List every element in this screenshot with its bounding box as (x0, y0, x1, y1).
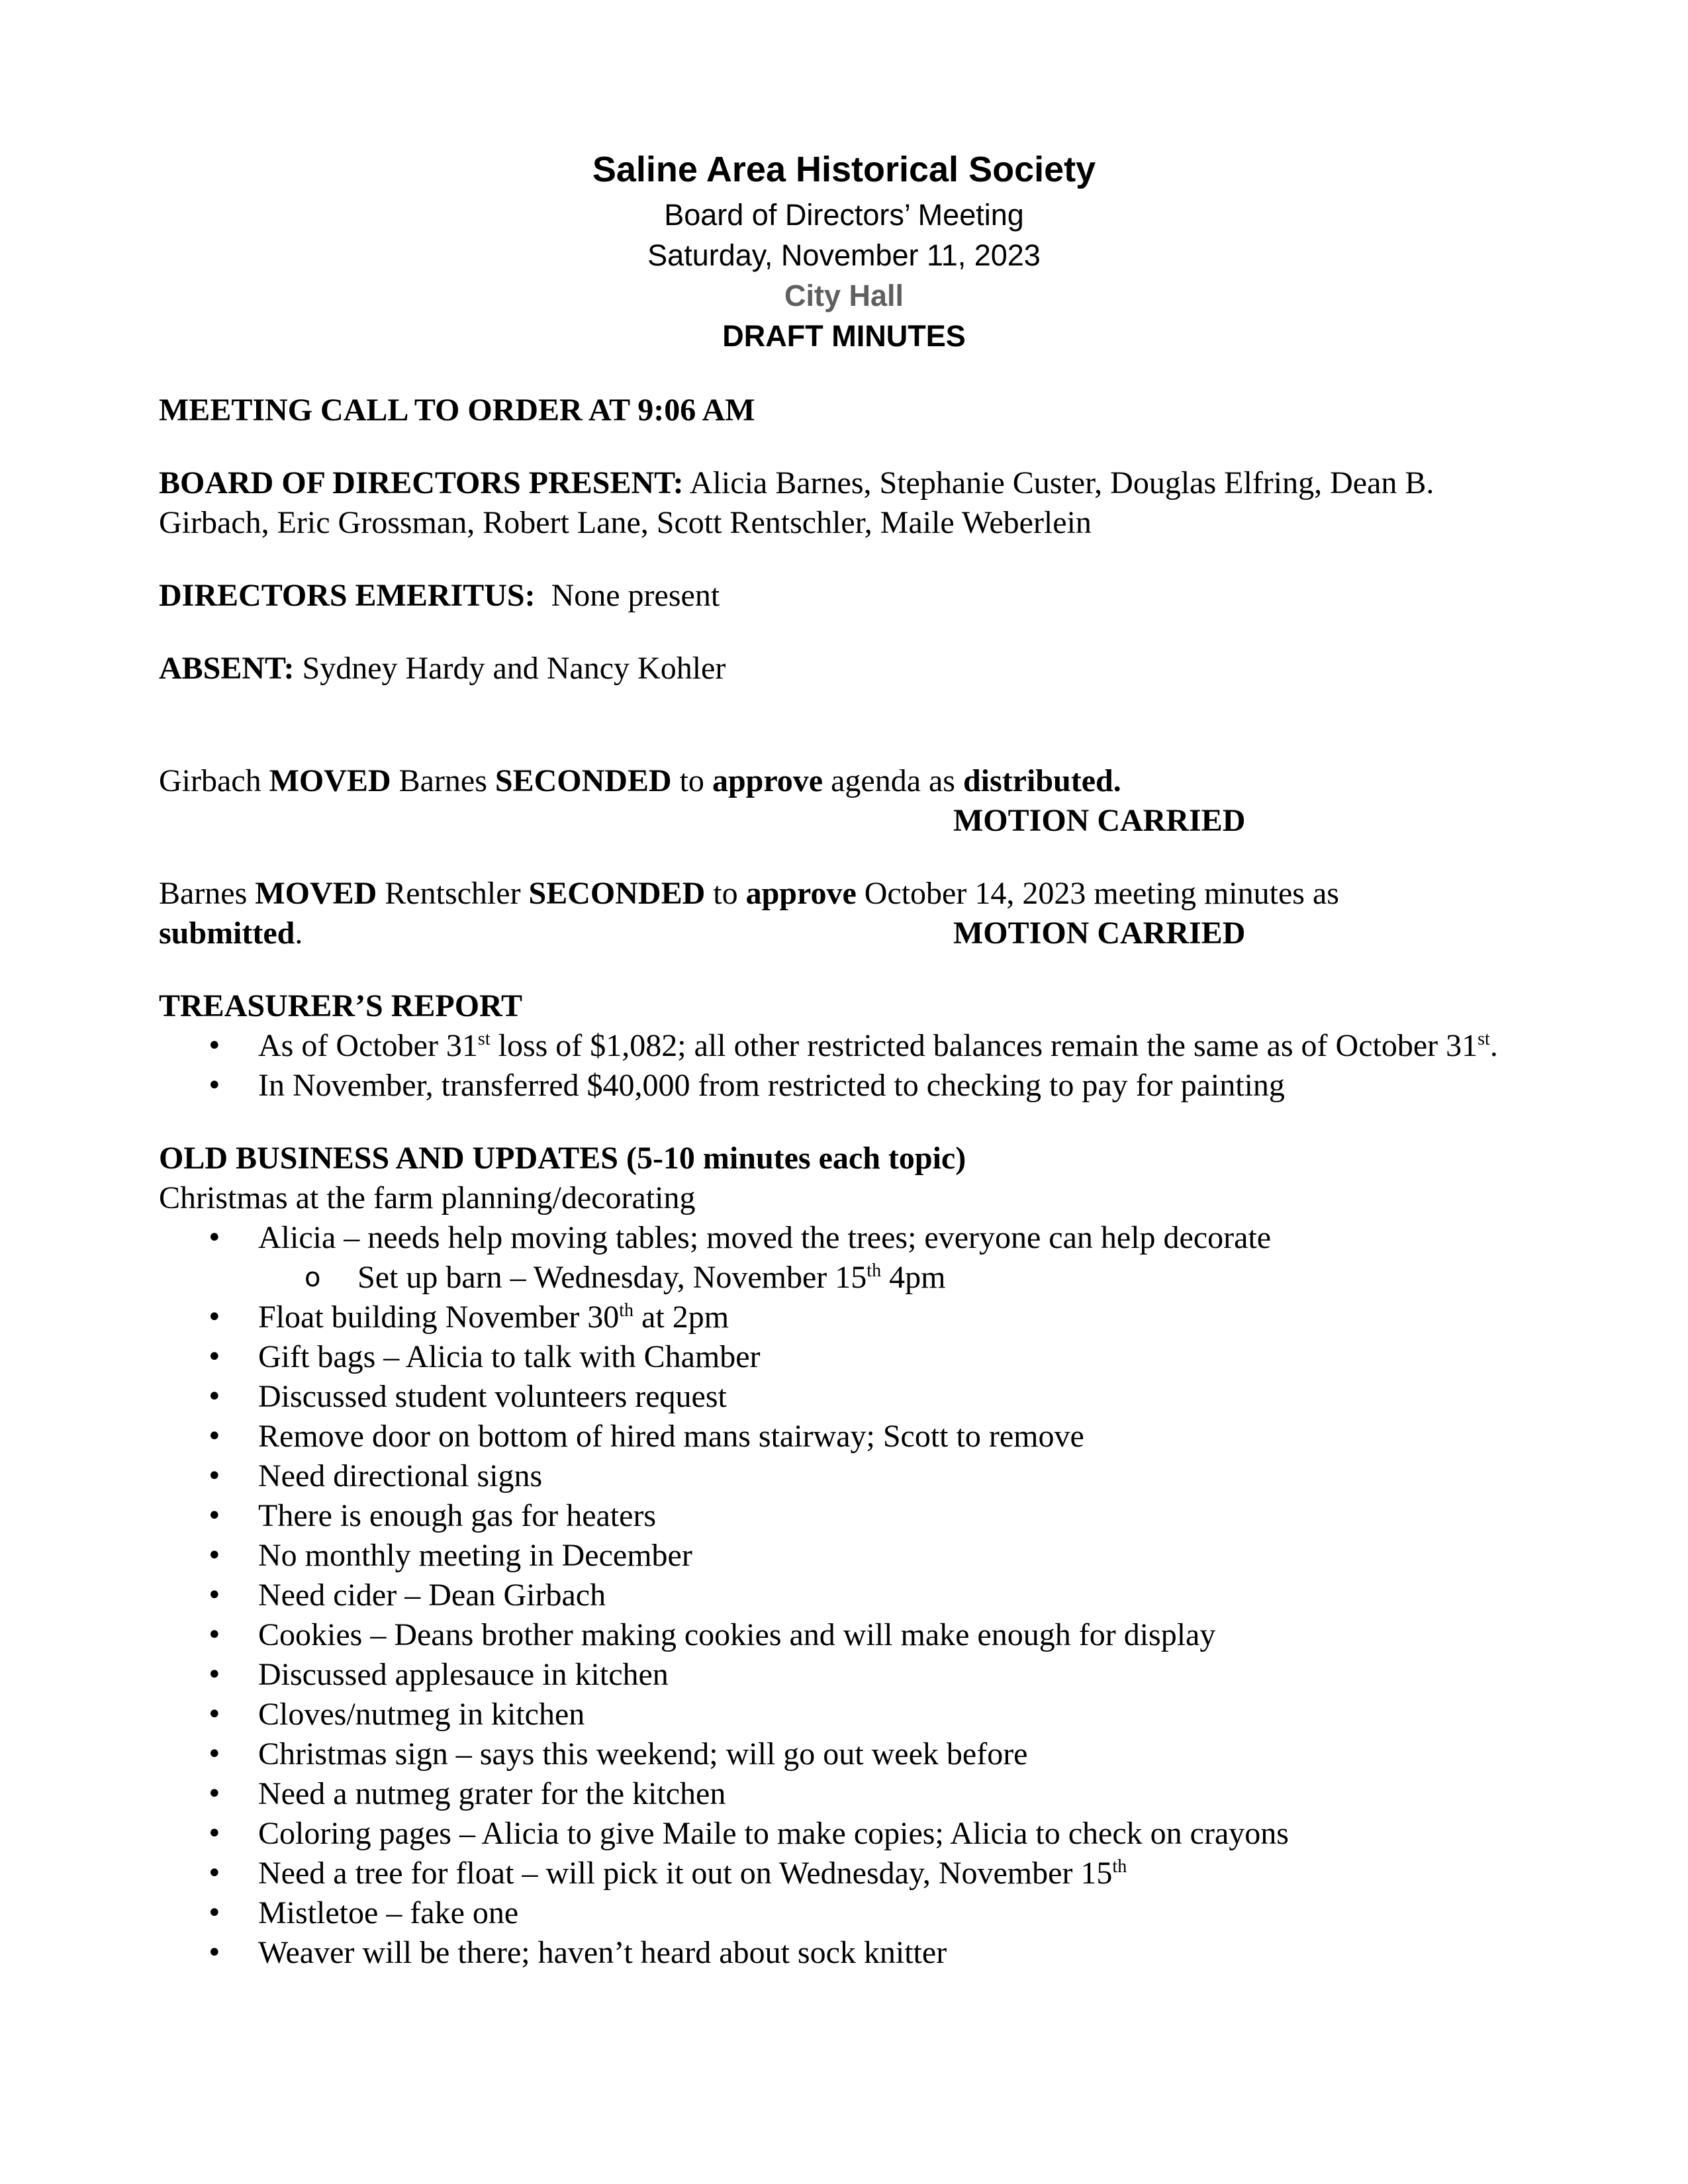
meeting-venue: City Hall (784, 279, 904, 312)
list-item: • In November, transferred $40,000 from restricted to checking to pay for painting (159, 1066, 1536, 1106)
treasurer-heading: TREASURER’S REPORT (159, 988, 523, 1023)
list-item: • Discussed applesauce in kitchen (159, 1655, 1536, 1695)
old-business (159, 1139, 1536, 1973)
list-item: • Coloring pages – Alicia to give Maile to make copies; Alicia to check on crayons (159, 1814, 1536, 1854)
document-header (0, 144, 1688, 356)
list-item: • Need directional signs (159, 1456, 1536, 1496)
motion-minutes-qualifier: submitted. (159, 916, 303, 951)
call-to-order: MEETING CALL TO ORDER AT 9:06 AM (159, 393, 755, 428)
treasurer-list (159, 1026, 1536, 1106)
list-item: • Gift bags – Alicia to talk with Chamber (159, 1337, 1536, 1377)
list-item: • No monthly meeting in December (159, 1536, 1536, 1576)
directors-present-label: BOARD OF DIRECTORS PRESENT: (159, 465, 684, 500)
organization-title: Saline Area Historical Society (592, 150, 1096, 189)
list-item: • Need a nutmeg grater for the kitchen (159, 1774, 1536, 1814)
motion-minutes-text: Barnes MOVED Rentschler SECONDED to approve October 14, 2023 meeting minutes as (159, 876, 1339, 911)
motion-minutes (159, 874, 1536, 953)
list-item: • Cookies – Deans brother making cookies and will make enough for display (159, 1615, 1536, 1655)
list-item: • There is enough gas for heaters (159, 1496, 1536, 1536)
meeting-name: Board of Directors’ Meeting (664, 198, 1024, 232)
motion-agenda-result: MOTION CARRIED (953, 803, 1246, 838)
motion-minutes-result: MOTION CARRIED (953, 916, 1246, 951)
list-item: • As of October 31st loss of $1,082; all other restricted balances remain the same as of October 31st. (159, 1026, 1536, 1066)
treasurer-report (159, 986, 1536, 1106)
list-item: • Alicia – needs help moving tables; moved the trees; everyone can help decorate o Set up barn – Wednesday, November 15th 4pm (159, 1218, 1536, 1298)
document-status: DRAFT MINUTES (722, 319, 966, 353)
list-item: • Need a tree for float – will pick it out on Wednesday, November 15th (159, 1854, 1536, 1893)
directors-present (159, 463, 1536, 543)
meeting-date: Saturday, November 11, 2023 (647, 238, 1041, 272)
list-item: • Float building November 30th at 2pm (159, 1298, 1536, 1337)
old-business-subheading: Christmas at the farm planning/decorating (159, 1180, 696, 1215)
absent-value: Sydney Hardy and Nancy Kohler (302, 651, 726, 686)
minutes-body (159, 391, 1536, 1973)
list-item: • Weaver will be there; haven’t heard about sock knitter (159, 1933, 1536, 1973)
motion-agenda-text: Girbach MOVED Barnes SECONDED to approve agenda as distributed. (159, 763, 1121, 798)
old-business-list (159, 1218, 1536, 1973)
directors-emeritus-label: DIRECTORS EMERITUS: (159, 578, 536, 613)
directors-present-names: Alicia Barnes, Stephanie Custer, Douglas Elfring, Dean B. Girbach, Eric Grossman, Robert Lane, Scott Rentschler, Maile Weberlein (159, 465, 1434, 540)
list-item: • Christmas sign – says this weekend; will go out week before (159, 1734, 1536, 1774)
old-business-heading: OLD BUSINESS AND UPDATES (5-10 minutes each topic) (159, 1141, 966, 1176)
directors-emeritus (159, 576, 1536, 616)
absent (159, 649, 1536, 688)
list-item: • Discussed student volunteers request (159, 1377, 1536, 1417)
list-item: • Mistletoe – fake one (159, 1893, 1536, 1933)
sub-list-item: o Set up barn – Wednesday, November 15th 4pm (258, 1258, 1536, 1298)
list-item: • Remove door on bottom of hired mans stairway; Scott to remove (159, 1417, 1536, 1456)
directors-emeritus-value: None present (551, 578, 720, 613)
motion-agenda (159, 761, 1536, 841)
sub-list (258, 1258, 1536, 1298)
list-item: • Cloves/nutmeg in kitchen (159, 1695, 1536, 1734)
list-item: • Need cider – Dean Girbach (159, 1576, 1536, 1615)
absent-label: ABSENT: (159, 651, 295, 686)
